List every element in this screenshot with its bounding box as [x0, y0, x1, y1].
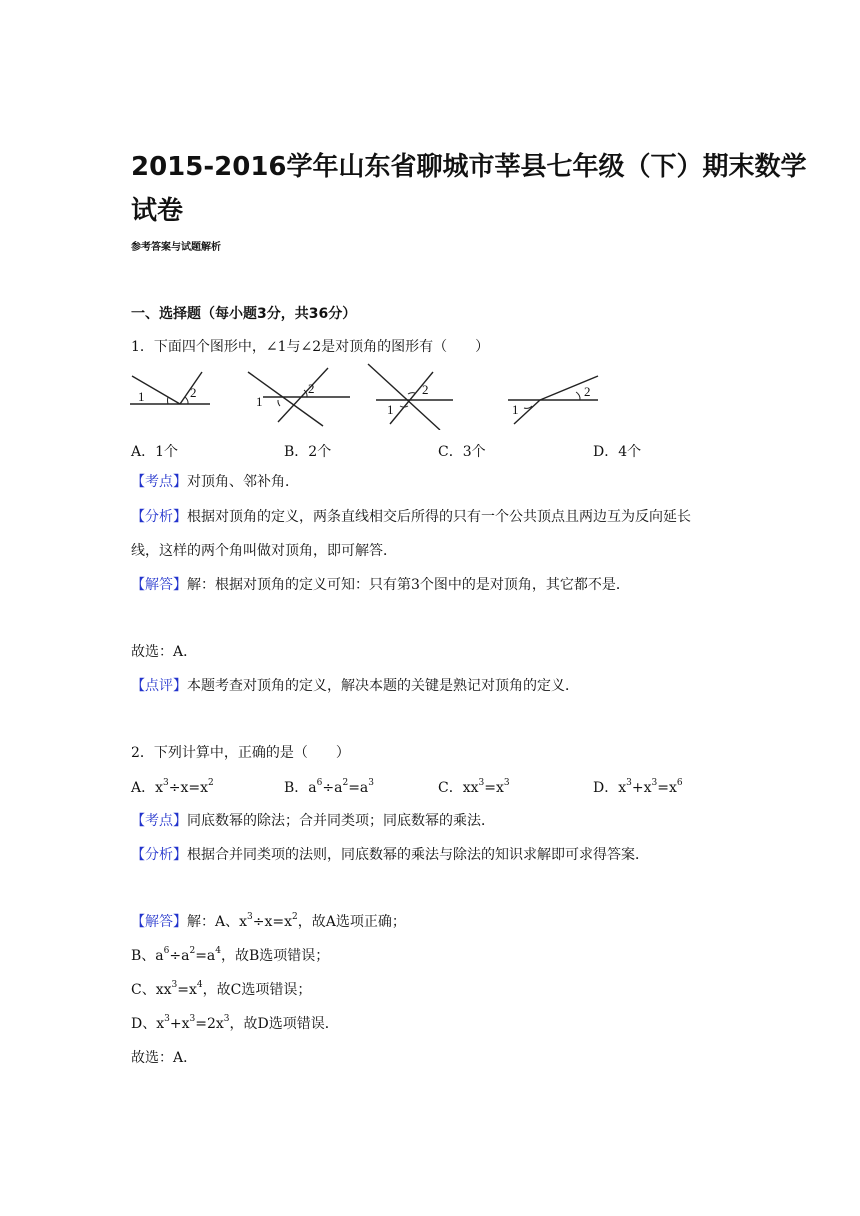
- kaodian-tag: 【考点】: [131, 474, 187, 490]
- q2-jieda-d: D、$x^3+x^3=2x^3$，故D选项错误．: [131, 1014, 339, 1032]
- q2-option-a: A．$x^3\div x=x^2$: [131, 778, 214, 796]
- q1-option-c: C．3个: [438, 444, 486, 460]
- q2-answer: 故选：A．: [131, 1050, 198, 1066]
- q2-kaodian: 【考点】同底数幂的除法；合并同类项；同底数幂的乘法．: [131, 813, 495, 829]
- q1-option-a: A．1个: [131, 444, 179, 460]
- q1-figure-1-label-2: 2: [190, 385, 197, 400]
- q1-figures: [128, 362, 628, 430]
- section-heading: 一、选择题（每小题3分，共36分）: [131, 306, 357, 322]
- jieda-tag: 【解答】: [131, 914, 187, 930]
- jieda-tag: 【解答】: [131, 577, 187, 593]
- q1-kaodian: 【考点】对顶角、邻补角．: [131, 474, 299, 490]
- q1-answer: 故选：A．: [131, 644, 198, 660]
- q1-option-d: D．4个: [593, 444, 642, 460]
- q1-figure-4-label-2: 2: [584, 384, 591, 399]
- q1-fenxi-line2: 线，这样的两个角叫做对顶角，即可解答．: [131, 543, 397, 559]
- q2-option-c: C．$xx^3=x^3$: [438, 778, 510, 796]
- page-title: 2015-2016学年山东省聊城市莘县七年级（下）期末数学: [131, 152, 807, 182]
- q1-figure-3-label-2: 2: [422, 382, 429, 397]
- kaodian-tag: 【考点】: [131, 813, 187, 829]
- q2-jieda-a: 【解答】解：A、$x^3\div x=x^2$，故A选项正确；: [131, 912, 406, 930]
- q2-jieda-c: C、$xx^3=x^4$，故C选项错误；: [131, 980, 312, 998]
- dianping-tag: 【点评】: [131, 678, 187, 694]
- q2-stem: 2．下列计算中，正确的是（ ）: [131, 745, 350, 761]
- q2-option-d: D．$x^3+x^3=x^6$: [593, 778, 683, 796]
- fenxi-tag: 【分析】: [131, 509, 187, 525]
- q1-dianping: 【点评】本题考查对顶角的定义，解决本题的关键是熟记对顶角的定义．: [131, 678, 579, 694]
- q1-option-b: B．2个: [284, 444, 332, 460]
- page-title-line2: 试卷: [131, 196, 184, 226]
- q1-fenxi-line1: 【分析】根据对顶角的定义，两条直线相交后所得的只有一个公共顶点且两边互为反向延长: [131, 509, 691, 525]
- q2-fenxi: 【分析】根据合并同类项的法则，同底数幂的乘法与除法的知识求解即可求得答案．: [131, 847, 649, 863]
- q1-figure-3-label-1: 1: [387, 402, 394, 417]
- q1-figure-4-label-1: 1: [512, 402, 519, 417]
- q1-figure-2: [248, 368, 350, 426]
- q1-figure-4: [508, 376, 598, 424]
- q2-jieda-b: B、$a^6\div a^2=a^4$，故B选项错误；: [131, 946, 330, 964]
- q1-figure-2-label-1: 1: [256, 394, 263, 409]
- q2-option-b: B．$a^6\div a^2=a^3$: [284, 778, 374, 796]
- q1-figure-2-label-2: 2: [308, 381, 315, 396]
- q1-stem: 1．下面四个图形中，∠1与∠2是对顶角的图形有（ ）: [131, 339, 490, 355]
- fenxi-tag: 【分析】: [131, 847, 187, 863]
- q1-figure-3: [368, 364, 453, 430]
- q1-jieda: 【解答】解：根据对顶角的定义可知：只有第3个图中的是对顶角，其它都不是．: [131, 577, 630, 593]
- q1-figure-1-label-1: 1: [138, 389, 145, 404]
- page-subtitle: 参考答案与试题解析: [131, 242, 221, 253]
- q1-figure-1: [130, 372, 210, 404]
